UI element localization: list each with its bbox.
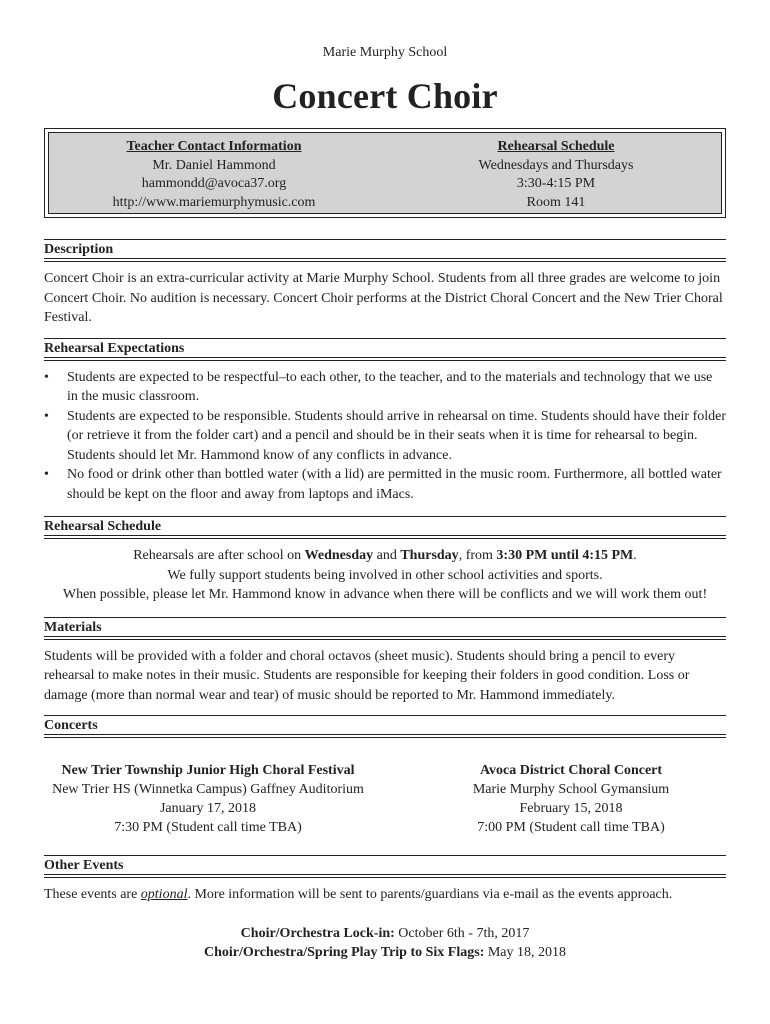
schedule-prefix: Rehearsals are after school on (133, 548, 305, 563)
rehearsal-days: Wednesdays and Thursdays (478, 157, 634, 173)
concerts-list (44, 761, 726, 837)
schedule-line-1 (44, 546, 726, 566)
expectations-heading: Rehearsal Expectations (44, 338, 726, 358)
intro-suffix: . More information will be sent to parents/guardians via e-mail as the events approach. (187, 887, 673, 902)
concert-time: 7:30 PM (Student call time TBA) (114, 820, 302, 835)
rehearsal-room: Room 141 (526, 194, 586, 210)
other-events-intro (44, 885, 726, 904)
concert-time: 7:00 PM (Student call time TBA) (477, 820, 665, 835)
page-title: Concert Choir (272, 76, 498, 116)
contact-box (44, 128, 726, 218)
concert-date: January 17, 2018 (159, 801, 257, 816)
teacher-email[interactable]: hammondd@avoca37.org (141, 176, 287, 191)
concert-item (446, 761, 696, 837)
materials-heading: Materials (44, 617, 726, 637)
list-item: • Students are expected to be responsible. Students should arrive in rehearsal on time. Students should have their folder (or retrieve it from the folder cart) and a pencil and should be in their seats when it is time for rehearsal to begin. Students should let Mr. Hammond know of any conflicts in advance. (44, 407, 726, 466)
document-page (44, 0, 726, 962)
schedule-time: 3:30 PM until 4:15 PM (496, 548, 634, 563)
description-text: Concert Choir is an extra-curricular activity at Marie Murphy School. Students from all three grades are welcome to join Concert Choir. No audition is necessary. Concert Choir performs at the District Choral Concert and the New Trier Choral Festival. (44, 271, 723, 325)
concert-venue: New Trier HS (Winnetka Campus) Gaffney Auditorium (52, 782, 364, 797)
expectations-list (44, 368, 726, 505)
teacher-website[interactable]: http://www.mariemurphymusic.com (112, 194, 316, 210)
rehearsal-schedule-box-heading: Rehearsal Schedule (497, 139, 615, 154)
intro-emphasis: optional (140, 887, 188, 902)
event-item (44, 924, 726, 943)
schedule-text (44, 546, 726, 605)
schedule-and: and (373, 548, 401, 563)
concert-venue: Marie Murphy School Gymansium (472, 782, 670, 797)
event-label: Choir/Orchestra Lock-in: (240, 926, 395, 941)
teacher-contact-column (49, 138, 379, 213)
intro-prefix: These events are (44, 887, 141, 902)
schedule-from: , from (458, 548, 497, 563)
concert-name: Avoca District Choral Concert (479, 763, 663, 778)
event-item (44, 943, 726, 962)
schedule-line-3: When possible, please let Mr. Hammond know in advance when there will be conflicts and we will work them out! (62, 587, 708, 602)
concert-date: February 15, 2018 (519, 801, 623, 816)
description-heading: Description (44, 239, 726, 259)
schedule-heading: Rehearsal Schedule (44, 516, 726, 536)
concerts-heading: Concerts (44, 715, 726, 735)
teacher-contact-heading: Teacher Contact Information (126, 139, 302, 154)
schedule-line-2: We fully support students being involved in other school activities and sports. (167, 567, 603, 583)
schedule-day-2: Thursday (400, 548, 459, 563)
event-value: October 6th - 7th, 2017 (394, 926, 530, 941)
rehearsal-time: 3:30-4:15 PM (516, 176, 596, 191)
event-value: May 18, 2018 (484, 945, 567, 960)
contact-box-inner (48, 132, 722, 214)
rehearsal-schedule-column (441, 138, 671, 213)
schedule-day-1: Wednesday (304, 548, 374, 563)
events-list (44, 924, 726, 962)
concert-item (38, 761, 378, 837)
schedule-end: . (633, 548, 637, 563)
other-events-heading: Other Events (44, 855, 726, 875)
list-item: • No food or drink other than bottled water (with a lid) are permitted in the music room. Furthermore, all bottled water should be kept on the floor and away from laptops and iMacs. (44, 465, 726, 504)
concert-name: New Trier Township Junior High Choral Festival (61, 763, 355, 778)
materials-text: Students will be provided with a folder and choral octavos (sheet music). Students should bring a pencil to every rehearsal to make notes in their music. Students are responsible for keeping their folders in good condition. Loss or damage (more than normal wear and tear) of music should be reported to Mr. Hammond immediately. (44, 648, 690, 703)
list-item: • Students are expected to be respectful–to each other, to the teacher, and to the materials and technology that we use in the music classroom. (44, 368, 726, 407)
teacher-name: Mr. Daniel Hammond (152, 157, 276, 173)
event-label: Choir/Orchestra/Spring Play Trip to Six Flags: (203, 945, 485, 960)
school-name: Marie Murphy School (322, 45, 448, 60)
